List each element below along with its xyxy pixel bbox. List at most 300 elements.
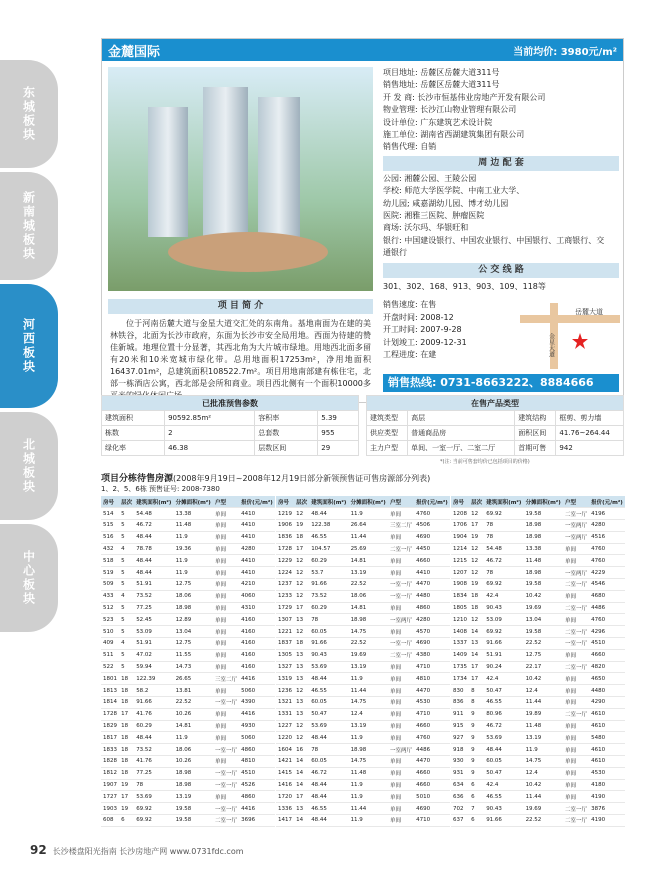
table-cell: 25.69 — [349, 543, 388, 555]
table-cell: 58.2 — [134, 685, 173, 697]
table-row — [451, 508, 625, 520]
table-cell: 60.29 — [309, 555, 348, 567]
table-cell: 13.38 — [524, 543, 563, 555]
table-cell: 12.75 — [174, 638, 213, 650]
table-cell: 4610 — [589, 720, 625, 732]
table-row — [451, 661, 625, 673]
col-header: 房号 — [451, 496, 469, 508]
table-cell: 一室一厅 — [213, 767, 239, 779]
table-row — [276, 732, 450, 744]
table-cell: 1307 — [276, 614, 294, 626]
table-row — [451, 638, 625, 650]
col-header: 建筑面积(m²) — [309, 496, 348, 508]
table-cell: 78 — [484, 520, 523, 532]
table-cell: 单间 — [563, 614, 589, 626]
table-cell: 1833 — [101, 744, 119, 756]
table-cell: 单间 — [213, 626, 239, 638]
table-row — [276, 815, 450, 827]
table-cell: 46.55 — [484, 791, 523, 803]
table-cell: 9 — [469, 767, 484, 779]
table-row — [451, 579, 625, 591]
table-cell: 4710 — [414, 815, 450, 827]
table-cell: 13.38 — [174, 508, 213, 520]
table-row — [451, 626, 625, 638]
table-cell: 单间 — [213, 756, 239, 768]
table-cell: 单间 — [213, 602, 239, 614]
table-cell: 14.75 — [349, 697, 388, 709]
table-cell: 11.9 — [349, 779, 388, 791]
table-cell: 18.98 — [174, 602, 213, 614]
table-cell: 单间 — [388, 508, 414, 520]
table-cell: 22.52 — [524, 815, 563, 827]
approved-table: 已批准预售参数 建筑面积 90592.85m² 容积率 5.39 栋数 2 总套数 955 绿化率 46.38 层数区间 29 — [101, 395, 359, 456]
around-school: 学校: 师范大学医学院、中南工业大学、 — [383, 186, 525, 196]
table-row — [451, 744, 625, 756]
table-cell: 12 — [294, 555, 309, 567]
table-cell: 522 — [101, 661, 119, 673]
table-cell: 4510 — [589, 638, 625, 650]
table-cell: 单间 — [388, 720, 414, 732]
info-property: 物业管理: 长沙江山物业管理有限公司 — [383, 105, 517, 115]
info-sales-address: 销售地址: 岳麓区岳麓大道311号 — [383, 80, 500, 90]
table-row — [276, 803, 450, 815]
table-cell: 3696 — [239, 815, 275, 827]
table-cell: 22.52 — [349, 638, 388, 650]
table-cell: 26.64 — [349, 520, 388, 532]
table-cell: 523 — [101, 614, 119, 626]
table-cell: 12.75 — [174, 579, 213, 591]
table-cell: 单间 — [388, 767, 414, 779]
table-cell: 915 — [451, 720, 469, 732]
table-cell: 13.19 — [349, 567, 388, 579]
table-row — [451, 815, 625, 827]
table-row — [276, 708, 450, 720]
table-row — [276, 626, 450, 638]
table-row — [451, 697, 625, 709]
table-cell: 60.05 — [309, 697, 348, 709]
table-cell: 18.98 — [349, 744, 388, 756]
table-cell: 91.66 — [484, 638, 523, 650]
table-cell: 单间 — [388, 567, 414, 579]
table-cell: 11.9 — [174, 555, 213, 567]
table-cell: 4760 — [589, 614, 625, 626]
table-cell: 90.43 — [309, 649, 348, 661]
table-cell: 1416 — [276, 779, 294, 791]
table-cell: 二室一厅 — [563, 661, 589, 673]
table-cell: 22.17 — [524, 661, 563, 673]
table-cell: 19.58 — [524, 579, 563, 591]
table-cell: 二室一厅 — [563, 602, 589, 614]
around-bank: 银行: 中国建设银行、中国农业银行、中国银行、工商银行、交 — [383, 235, 605, 245]
table-cell: 13 — [294, 673, 309, 685]
table-cell: 4410 — [239, 520, 275, 532]
table-cell: 1907 — [101, 779, 119, 791]
table-cell: 4290 — [589, 697, 625, 709]
table-row — [276, 638, 450, 650]
tab-zhongxin[interactable]: 中心板块 — [0, 524, 58, 632]
table-cell: 4660 — [414, 720, 450, 732]
table-cell: 52.45 — [134, 614, 173, 626]
table-cell: 18.98 — [524, 520, 563, 532]
table-row — [451, 803, 625, 815]
table-cell: 6 — [469, 815, 484, 827]
table-cell: 12 — [294, 590, 309, 602]
table-cell: 637 — [451, 815, 469, 827]
sale-speed: 销售速度: 在售 — [383, 300, 437, 309]
table-cell: 13 — [469, 638, 484, 650]
table-cell: 单间 — [213, 720, 239, 732]
table-cell: 10.26 — [174, 756, 213, 768]
tab-dongcheng[interactable]: 东城板块 — [0, 60, 58, 168]
table-cell: 单间 — [388, 815, 414, 827]
table-cell: 10.42 — [524, 673, 563, 685]
col-header: 房号 — [276, 496, 294, 508]
table-cell: 4210 — [239, 579, 275, 591]
table-row — [276, 720, 450, 732]
table-row — [276, 767, 450, 779]
table-cell: 1207 — [451, 567, 469, 579]
table-cell: 22.52 — [349, 579, 388, 591]
table-row — [276, 567, 450, 579]
table-cell: 1220 — [276, 732, 294, 744]
table-cell: 69.92 — [484, 508, 523, 520]
table-cell: 12 — [294, 720, 309, 732]
table-cell: 18 — [119, 767, 134, 779]
table-cell: 510 — [101, 626, 119, 638]
table-cell: 4196 — [589, 508, 625, 520]
table-cell: 636 — [451, 791, 469, 803]
table-row — [101, 543, 275, 555]
table-cell: 46.55 — [484, 697, 523, 709]
table-cell: 4610 — [589, 756, 625, 768]
table-cell: 6 — [469, 791, 484, 803]
table-cell: 单间 — [388, 756, 414, 768]
table-cell: 90.24 — [484, 661, 523, 673]
table-row — [451, 685, 625, 697]
table-cell: 9 — [469, 708, 484, 720]
table-cell: 1813 — [101, 685, 119, 697]
table-cell: 19.58 — [524, 508, 563, 520]
table-cell: 单间 — [213, 520, 239, 532]
table-cell: 5480 — [589, 732, 625, 744]
table-cell: 1903 — [101, 803, 119, 815]
table-cell: 5010 — [414, 791, 450, 803]
table-cell: 6 — [469, 779, 484, 791]
table-cell: 11.9 — [349, 732, 388, 744]
table-cell: 1208 — [451, 508, 469, 520]
table-cell: 69.92 — [134, 815, 173, 827]
table-row — [451, 555, 625, 567]
table-cell: 47.02 — [134, 649, 173, 661]
info-developer: 开 发 商: 长沙市恒基伟业房地产开发有限公司 — [383, 92, 546, 102]
table-cell: 48.44 — [309, 815, 348, 827]
table-cell: 14 — [469, 626, 484, 638]
table-cell: 1229 — [276, 555, 294, 567]
table-cell: 一室一厅 — [563, 638, 589, 650]
table-cell: 单间 — [563, 791, 589, 803]
table-cell: 4160 — [239, 626, 275, 638]
table-cell: 17 — [469, 520, 484, 532]
table-cell: 12.4 — [349, 708, 388, 720]
table-row — [101, 661, 275, 673]
table-cell: 46.72 — [134, 520, 173, 532]
table-cell: 4660 — [414, 555, 450, 567]
table-row — [276, 508, 450, 520]
table-cell: 53.69 — [134, 791, 173, 803]
table-cell: 16 — [294, 744, 309, 756]
table-cell: 104.57 — [309, 543, 348, 555]
table-cell: 514 — [101, 508, 119, 520]
table-row — [451, 732, 625, 744]
map-road1: 岳麓大道 — [575, 308, 603, 316]
table-cell: 一室一厅 — [213, 697, 239, 709]
table-cell: 4810 — [239, 756, 275, 768]
around-title: 周 边 配 套 — [383, 156, 619, 171]
table-cell: 单间 — [213, 791, 239, 803]
table-cell: 4310 — [239, 602, 275, 614]
table-cell: 17 — [119, 791, 134, 803]
sale-progress: 工程进度: 在建 — [383, 350, 437, 359]
table-row — [101, 520, 275, 532]
table-cell: 54.48 — [134, 508, 173, 520]
table-cell: 41.76 — [134, 756, 173, 768]
table-row — [276, 531, 450, 543]
table-cell: 53.69 — [309, 661, 348, 673]
table-cell: 13 — [294, 697, 309, 709]
table-cell: 5 — [119, 555, 134, 567]
table-cell: 11.48 — [174, 520, 213, 532]
table-cell: 18 — [119, 685, 134, 697]
table-row — [451, 543, 625, 555]
table-cell: 5 — [119, 649, 134, 661]
table-cell: 1728 — [101, 708, 119, 720]
table-cell: 13 — [294, 649, 309, 661]
table-cell: 5 — [119, 531, 134, 543]
table-cell: 4810 — [414, 673, 450, 685]
table-cell: 53.7 — [309, 567, 348, 579]
table-cell: 单间 — [563, 732, 589, 744]
project-info — [383, 67, 619, 260]
table-cell: 10.42 — [524, 590, 563, 602]
table-cell: 432 — [101, 543, 119, 555]
table-cell: 4280 — [414, 614, 450, 626]
list-title: 项目分栋待售房源(2008年9月19日~2008年12月19日部分新领预售证可售房源部分列表) — [101, 474, 431, 484]
table-cell: 4660 — [414, 767, 450, 779]
table-row — [276, 791, 450, 803]
table-cell: 634 — [451, 779, 469, 791]
col-header: 户型 — [388, 496, 414, 508]
table-cell: 53.69 — [484, 732, 523, 744]
table-cell: 5 — [119, 661, 134, 673]
table-cell: 18.98 — [524, 567, 563, 579]
table-cell: 单间 — [388, 732, 414, 744]
table-cell: 512 — [101, 602, 119, 614]
page-number: 92 — [30, 843, 47, 857]
table-cell: 三室二厅 — [388, 520, 414, 532]
around-kinder: 幼儿园; 咸嘉湖幼儿园、博才幼儿园 — [383, 198, 509, 208]
table-cell: 4 — [119, 543, 134, 555]
table-cell: 4860 — [239, 744, 275, 756]
table-cell: 4060 — [239, 590, 275, 602]
col-header: 户型 — [563, 496, 589, 508]
onsale-table: 在售产品类型 建筑类型 高层 建筑结构 框剪、剪力墙 供应类型 普通商品房 面积区间 41.76~264.44 主力户型 单间、一室一厅、二室二厅 首期可售 942 — [366, 395, 624, 456]
col-header: 层次 — [119, 496, 134, 508]
table-cell: 单间 — [213, 685, 239, 697]
table-row — [451, 756, 625, 768]
table-cell: 14.73 — [174, 661, 213, 673]
table-cell: 12 — [469, 567, 484, 579]
table-cell: 42.4 — [484, 590, 523, 602]
table-cell: 二室一厅 — [563, 708, 589, 720]
table-cell: 4480 — [589, 685, 625, 697]
table-cell: 5 — [119, 508, 134, 520]
table-cell: 19 — [119, 779, 134, 791]
table-cell: 二室一厅 — [563, 626, 589, 638]
table-cell: 4486 — [414, 744, 450, 756]
info-agent: 销售代理: 自销 — [383, 142, 437, 152]
table-cell: 516 — [101, 531, 119, 543]
table-cell: 单间 — [563, 649, 589, 661]
table-cell: 5060 — [239, 732, 275, 744]
table-cell: 18.98 — [349, 614, 388, 626]
project-rendering — [108, 67, 373, 291]
tab-xinnan[interactable]: 新南城板块 — [0, 172, 58, 280]
table-row — [276, 649, 450, 661]
table-cell: 13 — [294, 708, 309, 720]
table-row — [451, 531, 625, 543]
table-cell: 48.44 — [484, 744, 523, 756]
table-cell: 单间 — [388, 685, 414, 697]
table-row — [276, 555, 450, 567]
tab-beicheng[interactable]: 北城板块 — [0, 412, 58, 520]
table-row — [276, 744, 450, 756]
table-cell: 单间 — [213, 531, 239, 543]
table-cell: 1331 — [276, 708, 294, 720]
table-cell: 51.91 — [484, 649, 523, 661]
table-row — [101, 803, 275, 815]
table-cell: 17 — [469, 673, 484, 685]
table-row — [451, 791, 625, 803]
table-cell: 73.52 — [134, 744, 173, 756]
col-header: 层次 — [469, 496, 484, 508]
table-cell: 14 — [294, 756, 309, 768]
table-cell: 1805 — [451, 602, 469, 614]
table-cell: 60.05 — [309, 626, 348, 638]
table-cell: 18.06 — [174, 590, 213, 602]
table-cell: 单间 — [563, 756, 589, 768]
table-cell: 4280 — [239, 543, 275, 555]
table-cell: 19 — [119, 803, 134, 815]
sales-hotline: 销售热线: 0731-8663222、8884666 — [383, 374, 619, 392]
table-cell: 单间 — [388, 708, 414, 720]
table-row — [101, 697, 275, 709]
table-cell: 18 — [294, 531, 309, 543]
table-cell: 11.9 — [174, 732, 213, 744]
table-row — [276, 579, 450, 591]
table-row — [101, 579, 275, 591]
table-cell: 13.81 — [174, 685, 213, 697]
intro-title: 项 目 简 介 — [108, 299, 373, 314]
table-cell: 4610 — [589, 708, 625, 720]
table-cell: 836 — [451, 697, 469, 709]
table-row — [101, 602, 275, 614]
table-cell: 22.52 — [174, 697, 213, 709]
table-cell: 42.4 — [484, 779, 523, 791]
table-cell: 11.9 — [524, 744, 563, 756]
table-cell: 9 — [469, 732, 484, 744]
table-cell: 4760 — [414, 508, 450, 520]
table-cell: 518 — [101, 555, 119, 567]
table-cell: 1215 — [451, 555, 469, 567]
table-cell: 19 — [469, 531, 484, 543]
table-cell: 5060 — [239, 685, 275, 697]
table-cell: 4526 — [239, 779, 275, 791]
table-row — [101, 685, 275, 697]
table-cell: 48.44 — [309, 508, 348, 520]
table-cell: 4160 — [239, 649, 275, 661]
table-cell: 4 — [119, 638, 134, 650]
table-cell: 4860 — [239, 791, 275, 803]
location-map — [520, 303, 620, 369]
table-cell: 931 — [451, 767, 469, 779]
table-cell: 14 — [294, 779, 309, 791]
table-cell: 一室两厅 — [563, 531, 589, 543]
table-cell: 19.58 — [524, 626, 563, 638]
table-cell: 9 — [469, 720, 484, 732]
table-cell: 19 — [469, 579, 484, 591]
table-cell: 4470 — [414, 756, 450, 768]
col-header: 报价(元/m²) — [414, 496, 450, 508]
table-cell: 19.36 — [174, 543, 213, 555]
table-cell: 14.81 — [174, 720, 213, 732]
table-row — [101, 708, 275, 720]
tab-hexi[interactable]: 河西板块 — [0, 284, 58, 408]
table-row — [276, 673, 450, 685]
table-cell: 单间 — [563, 543, 589, 555]
table-cell: 12 — [469, 614, 484, 626]
table-cell: 48.44 — [309, 732, 348, 744]
table-cell: 69.92 — [134, 803, 173, 815]
table-cell: 4486 — [589, 602, 625, 614]
table-cell: 5 — [119, 520, 134, 532]
table-row — [101, 614, 275, 626]
table-cell: 单间 — [213, 638, 239, 650]
table-cell: 515 — [101, 520, 119, 532]
around-mall: 商场: 沃尔玛、华银旺和 — [383, 223, 469, 233]
table-cell: 1908 — [451, 579, 469, 591]
table-cell: 1837 — [276, 638, 294, 650]
table-cell: 1801 — [101, 673, 119, 685]
table-cell: 53.09 — [134, 626, 173, 638]
map-road2: 金星大道 — [547, 333, 555, 357]
table-cell: 4450 — [414, 543, 450, 555]
table-row — [451, 520, 625, 532]
table-cell: 4390 — [239, 697, 275, 709]
table-cell: 11.9 — [349, 673, 388, 685]
table-cell: 1224 — [276, 567, 294, 579]
table-cell: 1319 — [276, 673, 294, 685]
table-cell: 14 — [294, 815, 309, 827]
table-cell: 702 — [451, 803, 469, 815]
table-cell: 一室一厅 — [388, 590, 414, 602]
info-designer: 设计单位: 广东建筑艺术设计院 — [383, 117, 493, 127]
table-cell: 18.06 — [349, 590, 388, 602]
table-cell: 4546 — [589, 579, 625, 591]
table-cell: 4710 — [414, 661, 450, 673]
table-cell: 4190 — [589, 791, 625, 803]
table-cell: 11.48 — [524, 555, 563, 567]
table-cell: 42.4 — [484, 673, 523, 685]
